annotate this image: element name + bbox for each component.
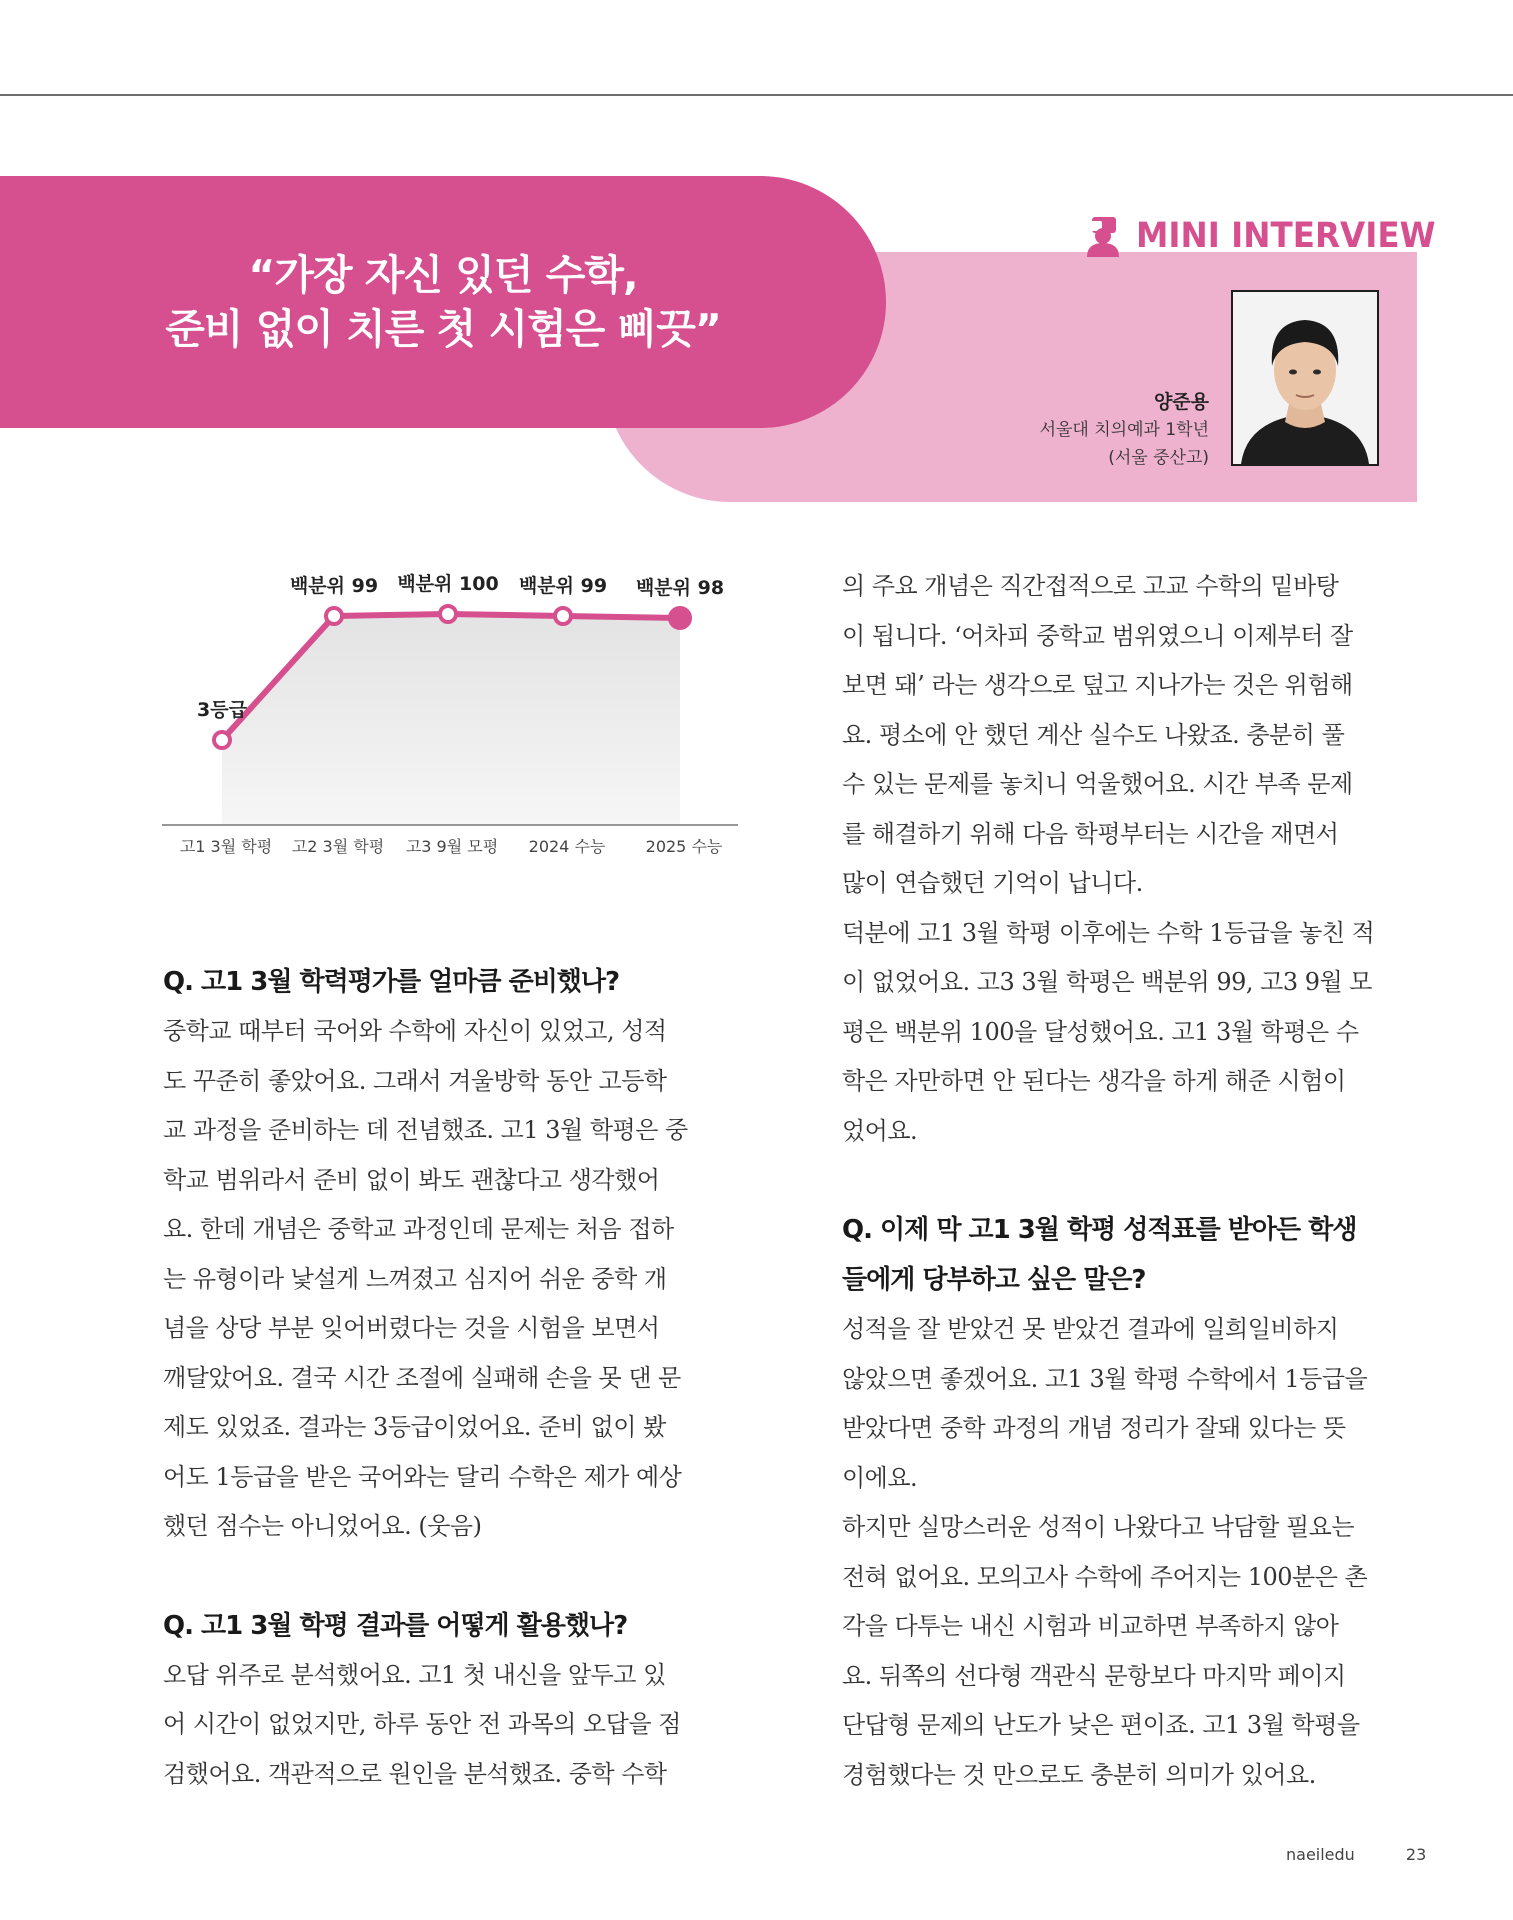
answer-2-continued-line: 보면 돼’ 라는 생각으로 덮고 지나가는 것은 위험해 bbox=[842, 671, 1353, 699]
answer-3 bbox=[842, 1305, 1422, 1800]
answer-2-continued-line: 이 없었어요. 고3 3월 학평은 백분위 99, 고3 9월 모 bbox=[842, 968, 1372, 996]
answer-3-line: 하지만 실망스러운 성적이 나왔다고 낙담할 필요는 bbox=[842, 1513, 1355, 1541]
answer-1-line: 중학교 때부터 국어와 수학에 자신이 있었고, 성적 bbox=[163, 1017, 667, 1045]
answer-2-continued-line: 이 됩니다. ‘어차피 중학교 범위였으니 이제부터 잘 bbox=[842, 621, 1353, 650]
chart-area-fill bbox=[222, 614, 680, 825]
answer-3-line: 받았다면 중학 과정의 개념 정리가 잘돼 있다는 뜻 bbox=[842, 1414, 1346, 1442]
answer-2-continued-line: 학은 자만하면 안 된다는 생각을 하게 해준 시험이 bbox=[842, 1067, 1346, 1095]
answer-1-line: 요. 한데 개념은 중학교 과정인데 문제는 처음 접하 bbox=[163, 1215, 674, 1243]
chart-data-label: 백분위 99 bbox=[518, 575, 608, 597]
headline-line-1: “가장 자신 있던 수학, bbox=[248, 251, 638, 299]
chart-data-label: 백분위 98 bbox=[635, 577, 725, 599]
answer-3-line: 요. 뒤쪽의 선다형 객관식 문항보다 마지막 페이지 bbox=[842, 1661, 1346, 1690]
chart-tick-label: 2024 수능 bbox=[528, 837, 606, 856]
chart-point bbox=[214, 732, 230, 748]
headline bbox=[0, 176, 886, 428]
score-chart-svg bbox=[150, 560, 750, 860]
answer-2-line: 오답 위주로 분석했어요. 고1 첫 내신을 앞두고 있 bbox=[163, 1660, 666, 1689]
paragraph-gap bbox=[163, 1552, 743, 1601]
chart-tick-label: 고3 9월 모평 bbox=[405, 837, 499, 856]
answer-2 bbox=[163, 1651, 743, 1800]
chart-point bbox=[326, 608, 342, 624]
score-chart bbox=[150, 560, 750, 860]
chart-data-label: 3등급 bbox=[197, 699, 247, 721]
interviewee-profile bbox=[1040, 388, 1209, 472]
page-number: 23 bbox=[1405, 1845, 1427, 1864]
answer-2-continued bbox=[842, 562, 1422, 1156]
page-footer bbox=[1286, 1845, 1426, 1864]
chart-point bbox=[555, 608, 571, 624]
interviewee-school: (서울 중산고) bbox=[1108, 448, 1209, 468]
answer-1-line: 했던 점수는 아니었어요. (웃음) bbox=[163, 1512, 482, 1540]
section-label bbox=[1082, 214, 1458, 258]
question-3 bbox=[842, 1205, 1422, 1305]
answer-1-line: 어도 1등급을 받은 국어와는 달리 수학은 제가 예상 bbox=[163, 1462, 682, 1491]
answer-2-line: 검했어요. 객관적으로 원인을 분석했죠. 중학 수학 bbox=[163, 1759, 667, 1788]
portrait-image bbox=[1233, 292, 1377, 464]
answer-2-continued-line: 요. 평소에 안 했던 계산 실수도 나왔죠. 충분히 풀 bbox=[842, 720, 1345, 749]
answer-3-line: 경험했다는 것 만으로도 충분히 의미가 있어요. bbox=[842, 1760, 1316, 1789]
answer-1-line: 념을 상당 부분 잊어버렸다는 것을 시험을 보면서 bbox=[163, 1314, 660, 1342]
chart-tick-label: 고1 3월 학평 bbox=[179, 837, 273, 856]
answer-2-continued-line: 평은 백분위 100을 달성했어요. 고1 3월 학평은 수 bbox=[842, 1017, 1359, 1046]
chart-tick-label: 고2 3월 학평 bbox=[291, 837, 385, 856]
answer-2-continued-line: 덕분에 고1 3월 학평 이후에는 수학 1등급을 놓친 적 bbox=[842, 918, 1375, 947]
chart-tick-label: 2025 수능 bbox=[645, 837, 723, 856]
publication-name: naeiledu bbox=[1286, 1845, 1355, 1864]
answer-2-continued-line: 수 있는 문제를 놓치니 억울했어요. 시간 부족 문제 bbox=[842, 770, 1353, 798]
right-column bbox=[842, 562, 1422, 1800]
answer-3-line: 각을 다투는 내신 시험과 비교하면 부족하지 않아 bbox=[842, 1612, 1339, 1640]
interviewee-affiliation: 서울대 치의예과 1학년 bbox=[1039, 420, 1209, 440]
answer-1 bbox=[163, 1007, 743, 1552]
answer-1-line: 교 과정을 준비하는 데 전념했죠. 고1 3월 학평은 중 bbox=[163, 1116, 688, 1144]
question-1: Q. 고1 3월 학력평가를 얼마큼 준비했나? bbox=[163, 967, 620, 997]
answer-3-line: 전혀 없어요. 모의고사 수학에 주어지는 100분은 촌 bbox=[842, 1562, 1368, 1591]
chart-data-label: 백분위 100 bbox=[397, 573, 499, 595]
answer-1-line: 학교 범위라서 준비 없이 봐도 괜찮다고 생각했어 bbox=[163, 1165, 660, 1194]
answer-3-line: 성적을 잘 받았건 못 받았건 결과에 일희일비하지 bbox=[842, 1315, 1339, 1343]
answer-1-line: 도 꾸준히 좋았어요. 그래서 겨울방학 동안 고등학 bbox=[163, 1066, 667, 1095]
headline-line-2: 준비 없이 치른 첫 시험은 삐끗” bbox=[165, 305, 721, 353]
answer-1-line: 깨달았어요. 결국 시간 조절에 실패해 손을 못 댄 문 bbox=[163, 1363, 681, 1392]
answer-3-line: 이에요. bbox=[842, 1463, 918, 1492]
question-3-line: 들에게 당부하고 싶은 말은? bbox=[842, 1265, 1146, 1295]
top-rule bbox=[0, 94, 1513, 96]
chart-point bbox=[670, 608, 690, 628]
answer-3-line: 않았으면 좋겠어요. 고1 3월 학평 수학에서 1등급을 bbox=[842, 1364, 1368, 1393]
mini-interview-label: MINI INTERVIEW bbox=[1136, 216, 1436, 256]
interviewee-photo bbox=[1231, 290, 1379, 466]
answer-1-line: 는 유형이라 낯설게 느껴졌고 심지어 쉬운 중학 개 bbox=[163, 1264, 667, 1293]
answer-2-continued-line: 었어요. bbox=[842, 1116, 918, 1145]
answer-1-line: 제도 있었죠. 결과는 3등급이었어요. 준비 없이 봤 bbox=[163, 1413, 666, 1441]
paragraph-gap bbox=[842, 1156, 1422, 1205]
answer-2-line: 어 시간이 없었지만, 하루 동안 전 과목의 오답을 점 bbox=[163, 1710, 681, 1738]
question-3-line: Q. 이제 막 고1 3월 학평 성적표를 받아든 학생 bbox=[842, 1215, 1357, 1245]
chart-point bbox=[440, 606, 456, 622]
interviewee-name: 양준용 bbox=[1153, 391, 1209, 413]
chart-data-label: 백분위 99 bbox=[289, 575, 379, 597]
answer-2-continued-line: 의 주요 개념은 직간접적으로 고교 수학의 밑바탕 bbox=[842, 572, 1339, 600]
interview-person-icon bbox=[1082, 215, 1124, 257]
left-column bbox=[163, 957, 743, 1799]
answer-2-continued-line: 를 해결하기 위해 다음 학평부터는 시간을 재면서 bbox=[842, 819, 1339, 848]
answer-2-continued-line: 많이 연습했던 기억이 납니다. bbox=[842, 869, 1143, 897]
answer-3-line: 단답형 문제의 난도가 낮은 편이죠. 고1 3월 학평을 bbox=[842, 1711, 1360, 1739]
question-2: Q. 고1 3월 학평 결과를 어떻게 활용했나? bbox=[163, 1610, 628, 1641]
